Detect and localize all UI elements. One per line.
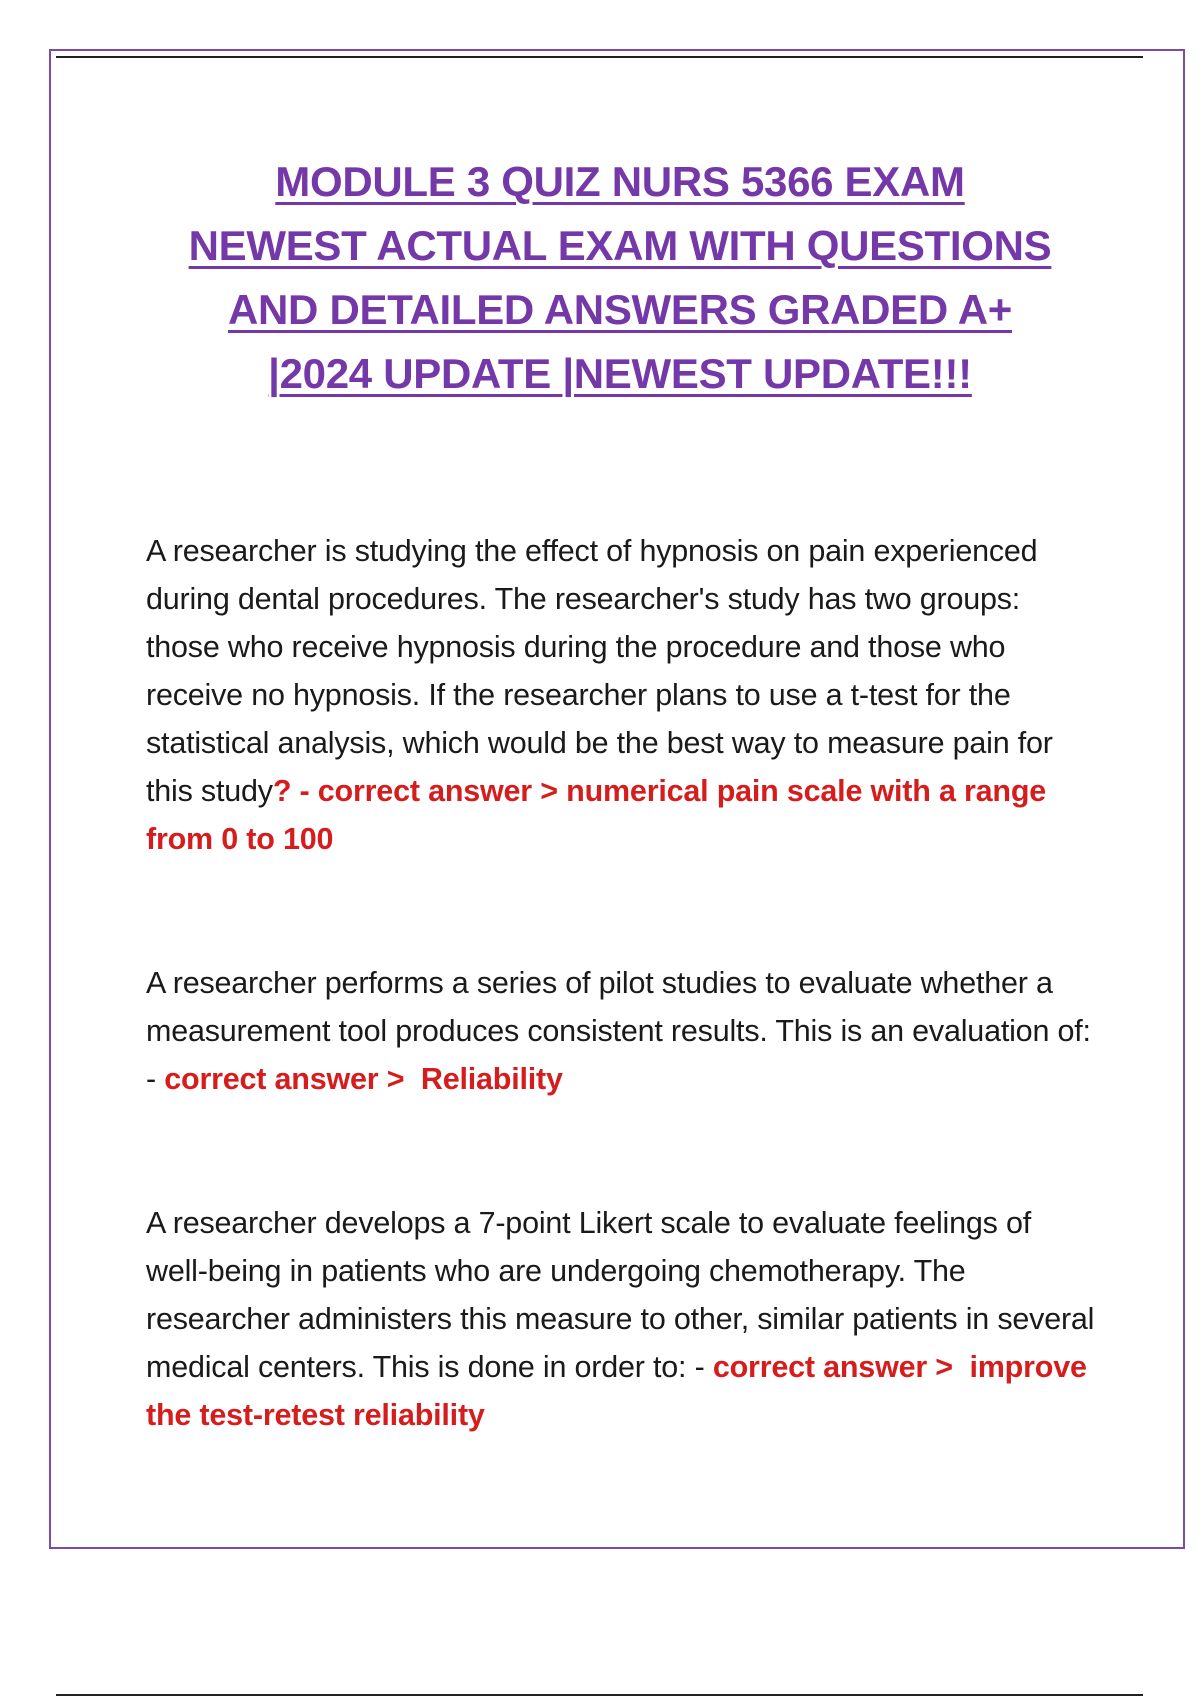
top-rule — [56, 56, 1143, 58]
title-line-2: NEWEST ACTUAL EXAM WITH QUESTIONS — [188, 222, 1052, 269]
question-item-3 — [146, 1199, 1096, 1439]
document-title — [80, 150, 1160, 406]
question-item-1 — [146, 527, 1096, 863]
bottom-rule — [56, 1694, 1143, 1696]
answer-text: improve the test-retest reliability — [146, 1350, 1087, 1432]
answer-label: ? - correct answer > — [272, 774, 558, 808]
title-line-3: AND DETAILED ANSWERS GRADED A+ — [228, 286, 1012, 333]
answer-text: Reliability — [420, 1062, 563, 1096]
answer-text: numerical pain scale with a range from 0 to 100 — [146, 774, 1047, 856]
answer-label: correct answer > — [164, 1062, 405, 1096]
question-text: A researcher performs a series of pilot studies to evaluate whether a measurement tool produces consistent results. This is an evaluation of: - — [146, 966, 1091, 1096]
title-line-1: MODULE 3 QUIZ NURS 5366 EXAM — [275, 158, 965, 205]
title-line-4: |2024 UPDATE |NEWEST UPDATE!!! — [268, 350, 972, 397]
question-list — [146, 527, 1096, 1439]
question-text: A researcher is studying the effect of hypnosis on pain experienced during dental procedures. The researcher's study has two groups: those who receive hypnosis during the procedure and those who receive no hypnosis. If the researcher plans to use a t-test for the statistical analysis, which would be the best way to measure pain for this study — [146, 534, 1053, 808]
answer-label: correct answer > — [712, 1350, 953, 1384]
question-item-2 — [146, 959, 1096, 1103]
question-text: A researcher develops a 7-point Likert scale to evaluate feelings of well-being in patients who are undergoing chemotherapy. The researcher administers this measure to other, similar patients in several medical centers. This is done in order to: - — [146, 1206, 1095, 1384]
